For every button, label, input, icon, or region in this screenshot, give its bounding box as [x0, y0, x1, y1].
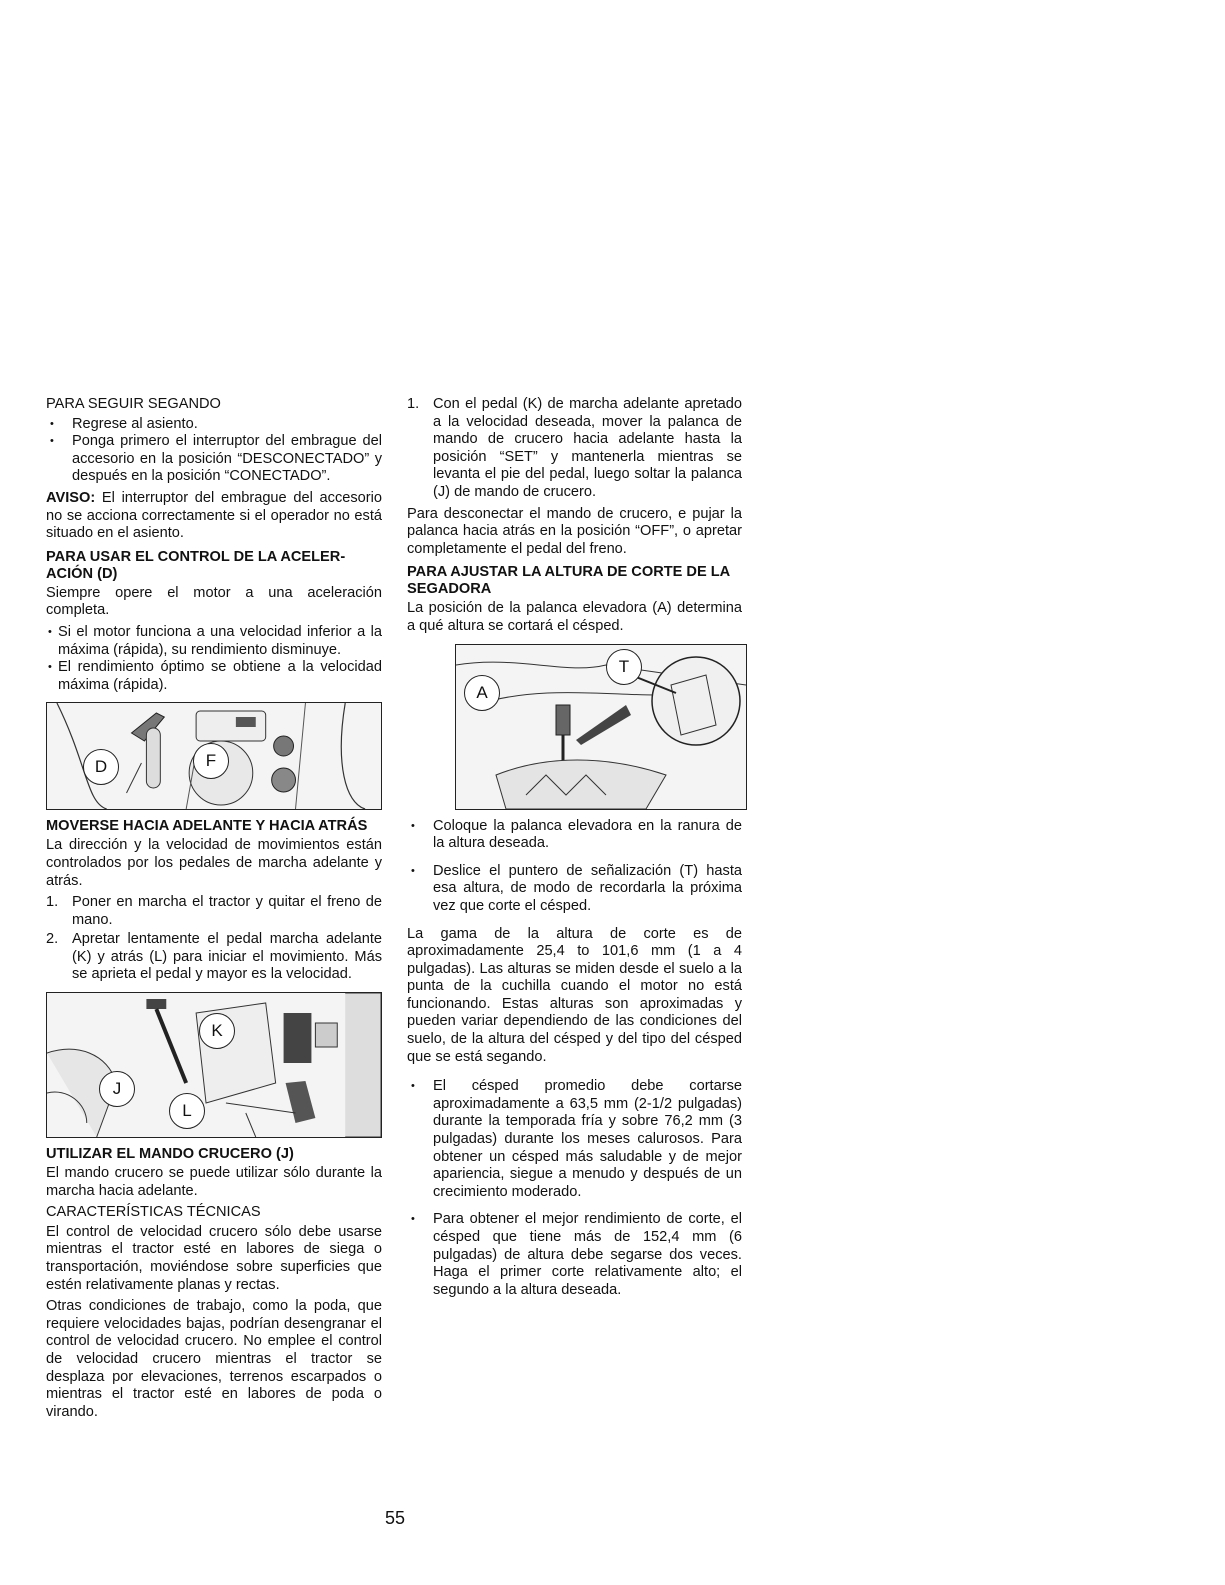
step-text: Apretar lentamente el pedal marcha adelante (K) y atrás (L) para iniciar el movimiento. Más se aprieta el pedal y mayor es la velocidad.	[72, 931, 382, 983]
list-item: • Deslice el puntero de señalización (T) hasta esa altura, de modo de recordarla la próxima vez que corte el césped.	[407, 863, 742, 916]
move-steps	[46, 894, 382, 984]
grass-bullets	[407, 1078, 742, 1299]
step-text: Poner en marcha el tractor y quitar el freno de mano.	[72, 894, 382, 928]
list-item: • Si el motor funciona a una velocidad inferior a la máxima (rápida), su rendimiento disminuye.	[46, 624, 382, 659]
list-item: • Para obtener el mejor rendimiento de corte, el césped que tiene más de 152,4 mm (6 pulgadas) de altura debe segarse dos veces. Haga el primer corte relativamente alto; el segundo a la altura deseada.	[407, 1211, 742, 1299]
height-text: La posición de la palanca elevadora (A) determina a qué altura se cortará el césped.	[407, 600, 742, 634]
step-number: 1.	[46, 894, 59, 911]
callout-t: T	[606, 649, 642, 685]
cruise-steps	[407, 396, 742, 502]
list-item: • El rendimiento óptimo se obtiene a la velocidad máxima (rápida).	[46, 659, 382, 694]
list-item: • Regrese al asiento.	[46, 416, 382, 434]
list-item	[407, 396, 742, 502]
callout-j: J	[99, 1071, 135, 1107]
callout-l: L	[169, 1093, 205, 1129]
tech-paragraph-1: El control de velocidad crucero sólo debe usarse mientras el tractor esté en labores de siega o transportación, moviéndose sobre superficies que estén relativamente planas y rectas.	[46, 1223, 382, 1293]
step-number: 1.	[407, 396, 420, 412]
callout-k: K	[199, 1013, 235, 1049]
callout-a: A	[464, 675, 500, 711]
callout-d: D	[83, 749, 119, 785]
list-item: • El césped promedio debe cortarse aproximadamente a 63,5 mm (2-1/2 pulgadas) durante la temporada fría y sobre 76,2 mm (3 pulgadas) durante los meses calurosos. Para obtener un césped más saludable y de mejor apariencia, siegue a menudo y después de un crecimiento moderado.	[407, 1078, 742, 1201]
move-heading: MOVERSE HACIA ADELANTE Y HACIA ATRÁS	[46, 818, 368, 835]
continue-heading: PARA SEGUIR SEGANDO	[46, 396, 221, 412]
throttle-figure	[46, 702, 382, 810]
move-text: La dirección y la velocidad de movimientos están controlados por los pedales de marcha adelante y atrás.	[46, 837, 382, 889]
notice-paragraph	[46, 490, 382, 543]
tech-heading: CARACTERÍSTICAS TÉCNICAS	[46, 1204, 261, 1221]
cruise-text: El mando crucero se puede utilizar sólo durante la marcha hacia adelante.	[46, 1165, 382, 1199]
lift-lever-figure	[455, 644, 747, 810]
callout-f: F	[193, 743, 229, 779]
pedals-figure	[46, 992, 382, 1138]
height-heading: PARA AJUSTAR LA ALTURA DE CORTE DE LA SEGADORA	[407, 564, 730, 598]
step-number: 2.	[46, 931, 59, 948]
page-number: 55	[384, 1508, 406, 1528]
list-item: • Coloque la palanca elevadora en la ranura de la altura deseada.	[407, 818, 742, 853]
notice-text: El interruptor del embrague del accesorio no se acciona correctamente si el operador no está situado en el asiento.	[46, 489, 382, 542]
height-bullets	[407, 818, 742, 916]
cruise-heading: UTILIZAR EL MANDO CRUCERO (J)	[46, 1146, 294, 1163]
tech-paragraph-2: Otras condiciones de trabajo, como la poda, que requiere velocidades bajas, podrían desengranar el control de velocidad crucero. No emplee el control de velocidad crucero mientras el tractor se desplaza por elevaciones, terrenos escarpados o mientras el tractor esté en labores de poda o virando.	[46, 1298, 382, 1420]
disconnect-text: Para desconectar el mando de crucero, e pujar la palanca hacia atrás en la posición “OFF”, o apretar completamente el pedal del freno.	[407, 505, 742, 557]
left-column	[46, 396, 382, 1425]
list-item: • Ponga primero el interruptor del embrague del accesorio en la posición “DESCONECTADO” y después en la posición “CONECTADO”.	[46, 433, 382, 486]
throttle-heading: PARA USAR EL CONTROL DE LA ACELER-ACIÓN (D)	[46, 548, 346, 582]
continue-bullets	[46, 416, 382, 486]
notice-label: AVISO:	[46, 489, 96, 506]
step-text: Con el pedal (K) de marcha adelante apretado a la velocidad deseada, mover la palanca de mando de crucero hacia adelante hasta la posición “SET” y mantenerla mientras se levanta el pie del pedal, luego soltar la palanca (J) de mando de crucero.	[433, 396, 742, 500]
list-item	[46, 931, 382, 984]
list-item	[46, 894, 382, 929]
throttle-text: Siempre opere el motor a una aceleración completa.	[46, 584, 382, 619]
lift-lever-illustration	[456, 645, 746, 809]
range-text: La gama de la altura de corte es de aproximadamente 25,4 to 101,6 mm (1 a 4 pulgadas). Las alturas se miden desde el suelo a la punta de la cuchilla cuando el motor no está funcionando. Estas alturas son aproximadas y pueden variar dependiendo de las condiciones del suelo, de la altura del césped y del tipo del césped que se está segando.	[407, 925, 742, 1065]
throttle-bullets	[46, 624, 382, 694]
right-column	[407, 396, 742, 1309]
